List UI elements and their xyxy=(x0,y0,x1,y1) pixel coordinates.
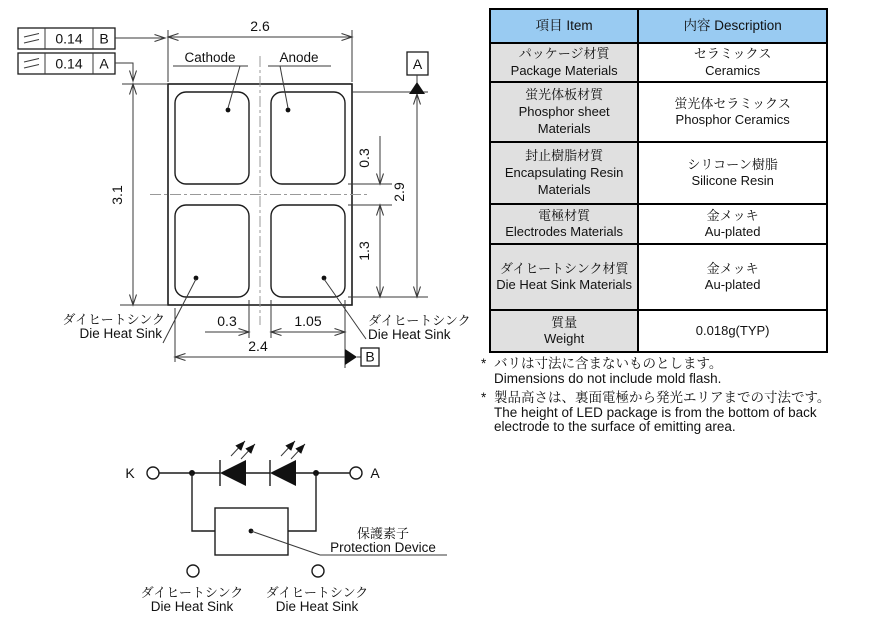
dim-pad-width: 1.05 xyxy=(294,313,322,329)
protection-device xyxy=(192,473,447,555)
protection-device-label-jp: 保護素子 xyxy=(356,526,410,541)
dim-pad-gap-horizontal: 0.3 xyxy=(217,313,237,329)
led-diode-icon xyxy=(220,460,246,486)
note-text-en: Dimensions do not include mold flash. xyxy=(494,370,722,386)
note-text-jp: バリは寸法に含まないものとします。 xyxy=(494,356,723,371)
die-heat-sink-label-jp: ダイヒートシンク xyxy=(265,585,369,600)
note-mold-flash xyxy=(481,357,853,386)
table-row: 電極材質 Electrodes Materials 金メッキ Au-plated xyxy=(490,204,827,244)
table-header-item: 項目 Item xyxy=(490,9,638,43)
note-marker: * xyxy=(481,390,487,405)
table-row: パッケージ材質 Package Materials セラミックス Ceramics xyxy=(490,43,827,82)
datum-triangle-icon xyxy=(345,349,357,365)
materials-table xyxy=(489,8,828,353)
svg-text:Die Heat Sink: Die Heat Sink xyxy=(368,327,451,342)
datum-b-symbol xyxy=(345,348,379,366)
table-row: ダイヒートシンク材質 Die Heat Sink Materials 金メッキ Au-plated xyxy=(490,244,827,310)
note-text-jp: 製品高さは、裏面電極から発光エリアまでの寸法です。 xyxy=(494,390,831,405)
die-heat-sink-label-en: Die Heat Sink xyxy=(150,599,234,614)
terminal-k xyxy=(147,467,159,479)
svg-text:ダイヒートシンク: ダイヒートシンク xyxy=(368,313,471,328)
terminal-a xyxy=(350,467,362,479)
datum-a-symbol xyxy=(407,52,428,94)
datum-triangle-icon xyxy=(409,82,425,94)
footnotes xyxy=(481,357,853,440)
dim-pads-width: 2.4 xyxy=(248,338,268,354)
anode-label xyxy=(268,50,331,112)
note-marker: * xyxy=(481,356,487,371)
tolerance-datum-a: A xyxy=(99,55,109,72)
tolerance-datum-b: B xyxy=(99,30,109,47)
equivalent-circuit-diagram xyxy=(125,441,447,614)
tolerance-value-a: 0.14 xyxy=(55,55,83,72)
light-emission-arrows-icon xyxy=(231,441,305,459)
pad-die-heat-sink-bottom-left xyxy=(175,205,249,297)
svg-text:Anode: Anode xyxy=(279,50,319,65)
pad-cathode-top-left xyxy=(175,92,249,184)
die-heat-sink-terminal xyxy=(312,565,324,577)
cathode-terminal-label: K xyxy=(125,465,135,481)
svg-text:A: A xyxy=(412,56,423,72)
svg-text:B: B xyxy=(365,348,375,365)
die-heat-sink-label-jp: ダイヒートシンク xyxy=(140,585,244,600)
svg-text:Die Heat Sink: Die Heat Sink xyxy=(79,326,162,341)
svg-text:ダイヒートシンク: ダイヒートシンク xyxy=(62,312,165,327)
svg-text:3.1: 3.1 xyxy=(109,185,125,205)
note-text-en: The height of LED package is from the bottom of back electrode to the surface of emitting area. xyxy=(494,404,817,434)
table-row: 質量 Weight 0.018g(TYP) xyxy=(490,310,827,352)
tolerance-frame-parallelism-b xyxy=(18,28,165,49)
die-heat-sink-label-en: Die Heat Sink xyxy=(275,599,359,614)
dim-pad-gap-vertical: 0.3 xyxy=(356,148,372,168)
pad-anode-top-right xyxy=(271,92,345,184)
led-diode-icon xyxy=(270,460,296,486)
table-row: 封止樹脂材質 Encapsulating Resin Materials シリコーン樹脂 Silicone Resin xyxy=(490,142,827,204)
tolerance-value-b: 0.14 xyxy=(55,30,83,47)
svg-text:Cathode: Cathode xyxy=(184,50,236,65)
note-package-height xyxy=(481,391,853,435)
tolerance-frame-parallelism-a xyxy=(18,53,133,81)
svg-text:2.6: 2.6 xyxy=(250,18,270,34)
table-row: 蛍光体板材質 Phosphor sheet Materials 蛍光体セラミックス Phosphor Ceramics xyxy=(490,82,827,142)
die-heat-sink-terminal xyxy=(187,565,199,577)
die-heat-sink-callout-left xyxy=(62,276,198,343)
anode-terminal-label: A xyxy=(370,465,380,481)
protection-device-label-en: Protection Device xyxy=(330,540,436,555)
cathode-label xyxy=(173,50,248,112)
dim-pads-height: 2.9 xyxy=(391,182,407,202)
pad-die-heat-sink-bottom-right xyxy=(271,205,345,297)
dim-pad-height: 1.3 xyxy=(356,241,372,261)
table-header-description: 内容 Description xyxy=(638,9,827,43)
